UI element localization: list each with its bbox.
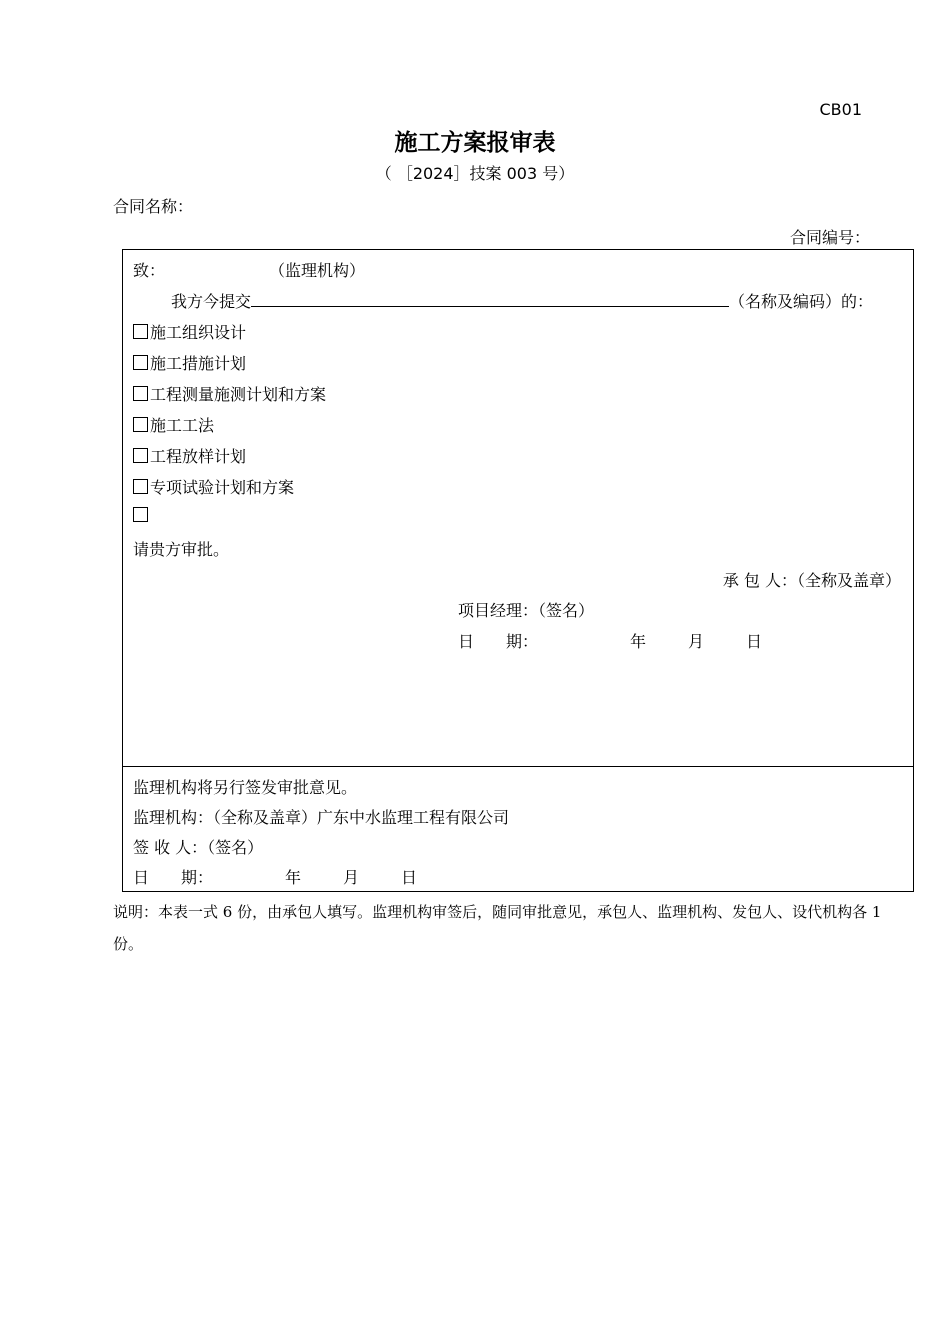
supervisor-org: 监理机构：（全称及盖章）广东中水监理工程有限公司 (133, 808, 510, 827)
checkbox[interactable] (133, 448, 148, 463)
option-layout-plan[interactable] (133, 444, 246, 467)
project-manager-label: 项目经理：（签名） (458, 601, 595, 620)
date-year: 年 (630, 632, 647, 651)
footnote: 说明：本表一式 6 份，由承包人填写。监理机构审签后，随同审批意见，承包人、监理机构、发包人、设代机构各 1 份。 (113, 903, 882, 953)
receive-date-year: 年 (285, 868, 302, 887)
option-label: 工程放样计划 (150, 447, 247, 466)
form-code: CB01 (819, 100, 862, 119)
date-day: 日 (746, 632, 763, 651)
supervisor-section (123, 767, 913, 891)
option-label: 施工措施计划 (150, 354, 247, 373)
receiver-label: 签 收 人：（签名） (133, 838, 264, 857)
option-construction-method[interactable] (133, 413, 214, 436)
receive-date-day: 日 (401, 868, 418, 887)
checkbox[interactable] (133, 355, 148, 370)
to-label: 致： (133, 261, 166, 280)
supervisor-note: 监理机构将另行签发审批意见。 (133, 778, 358, 797)
option-test-plan[interactable] (133, 475, 294, 498)
option-label: 施工组织设计 (150, 323, 247, 342)
receive-date-month: 月 (343, 868, 360, 887)
receive-date-label: 日 期： (133, 868, 214, 887)
checkbox[interactable] (133, 386, 148, 401)
checkbox[interactable] (133, 507, 148, 522)
submit-prefix: 我方今提交 (171, 292, 252, 311)
option-label: 施工工法 (150, 416, 215, 435)
checkbox[interactable] (133, 324, 148, 339)
option-measure-plan[interactable] (133, 351, 246, 374)
option-construction-org-design[interactable] (133, 320, 246, 343)
page-title: 施工方案报审表 (394, 130, 556, 156)
request-text: 请贵方审批。 (133, 540, 230, 559)
contract-name-label: 合同名称： (113, 197, 194, 216)
option-label: 专项试验计划和方案 (150, 478, 295, 497)
submission-section (123, 250, 913, 767)
option-survey-plan[interactable] (133, 382, 326, 405)
date-month: 月 (688, 632, 705, 651)
option-other[interactable] (133, 506, 150, 525)
submission-name-field[interactable] (251, 292, 729, 307)
document-number: （ ［2024］技案 003 号） (375, 164, 575, 183)
submit-line (171, 289, 873, 312)
checkbox[interactable] (133, 417, 148, 432)
date-label: 日 期： (458, 632, 539, 651)
submit-suffix: （名称及编码）的： (729, 292, 874, 311)
checkbox[interactable] (133, 479, 148, 494)
contract-number-label: 合同编号： (789, 228, 870, 247)
form-table (122, 249, 914, 892)
option-label: 工程测量施测计划和方案 (150, 385, 327, 404)
contractor-signature-label: 承 包 人：（全称及盖章） (722, 571, 901, 590)
supervisor-org-label: （监理机构） (269, 261, 366, 280)
